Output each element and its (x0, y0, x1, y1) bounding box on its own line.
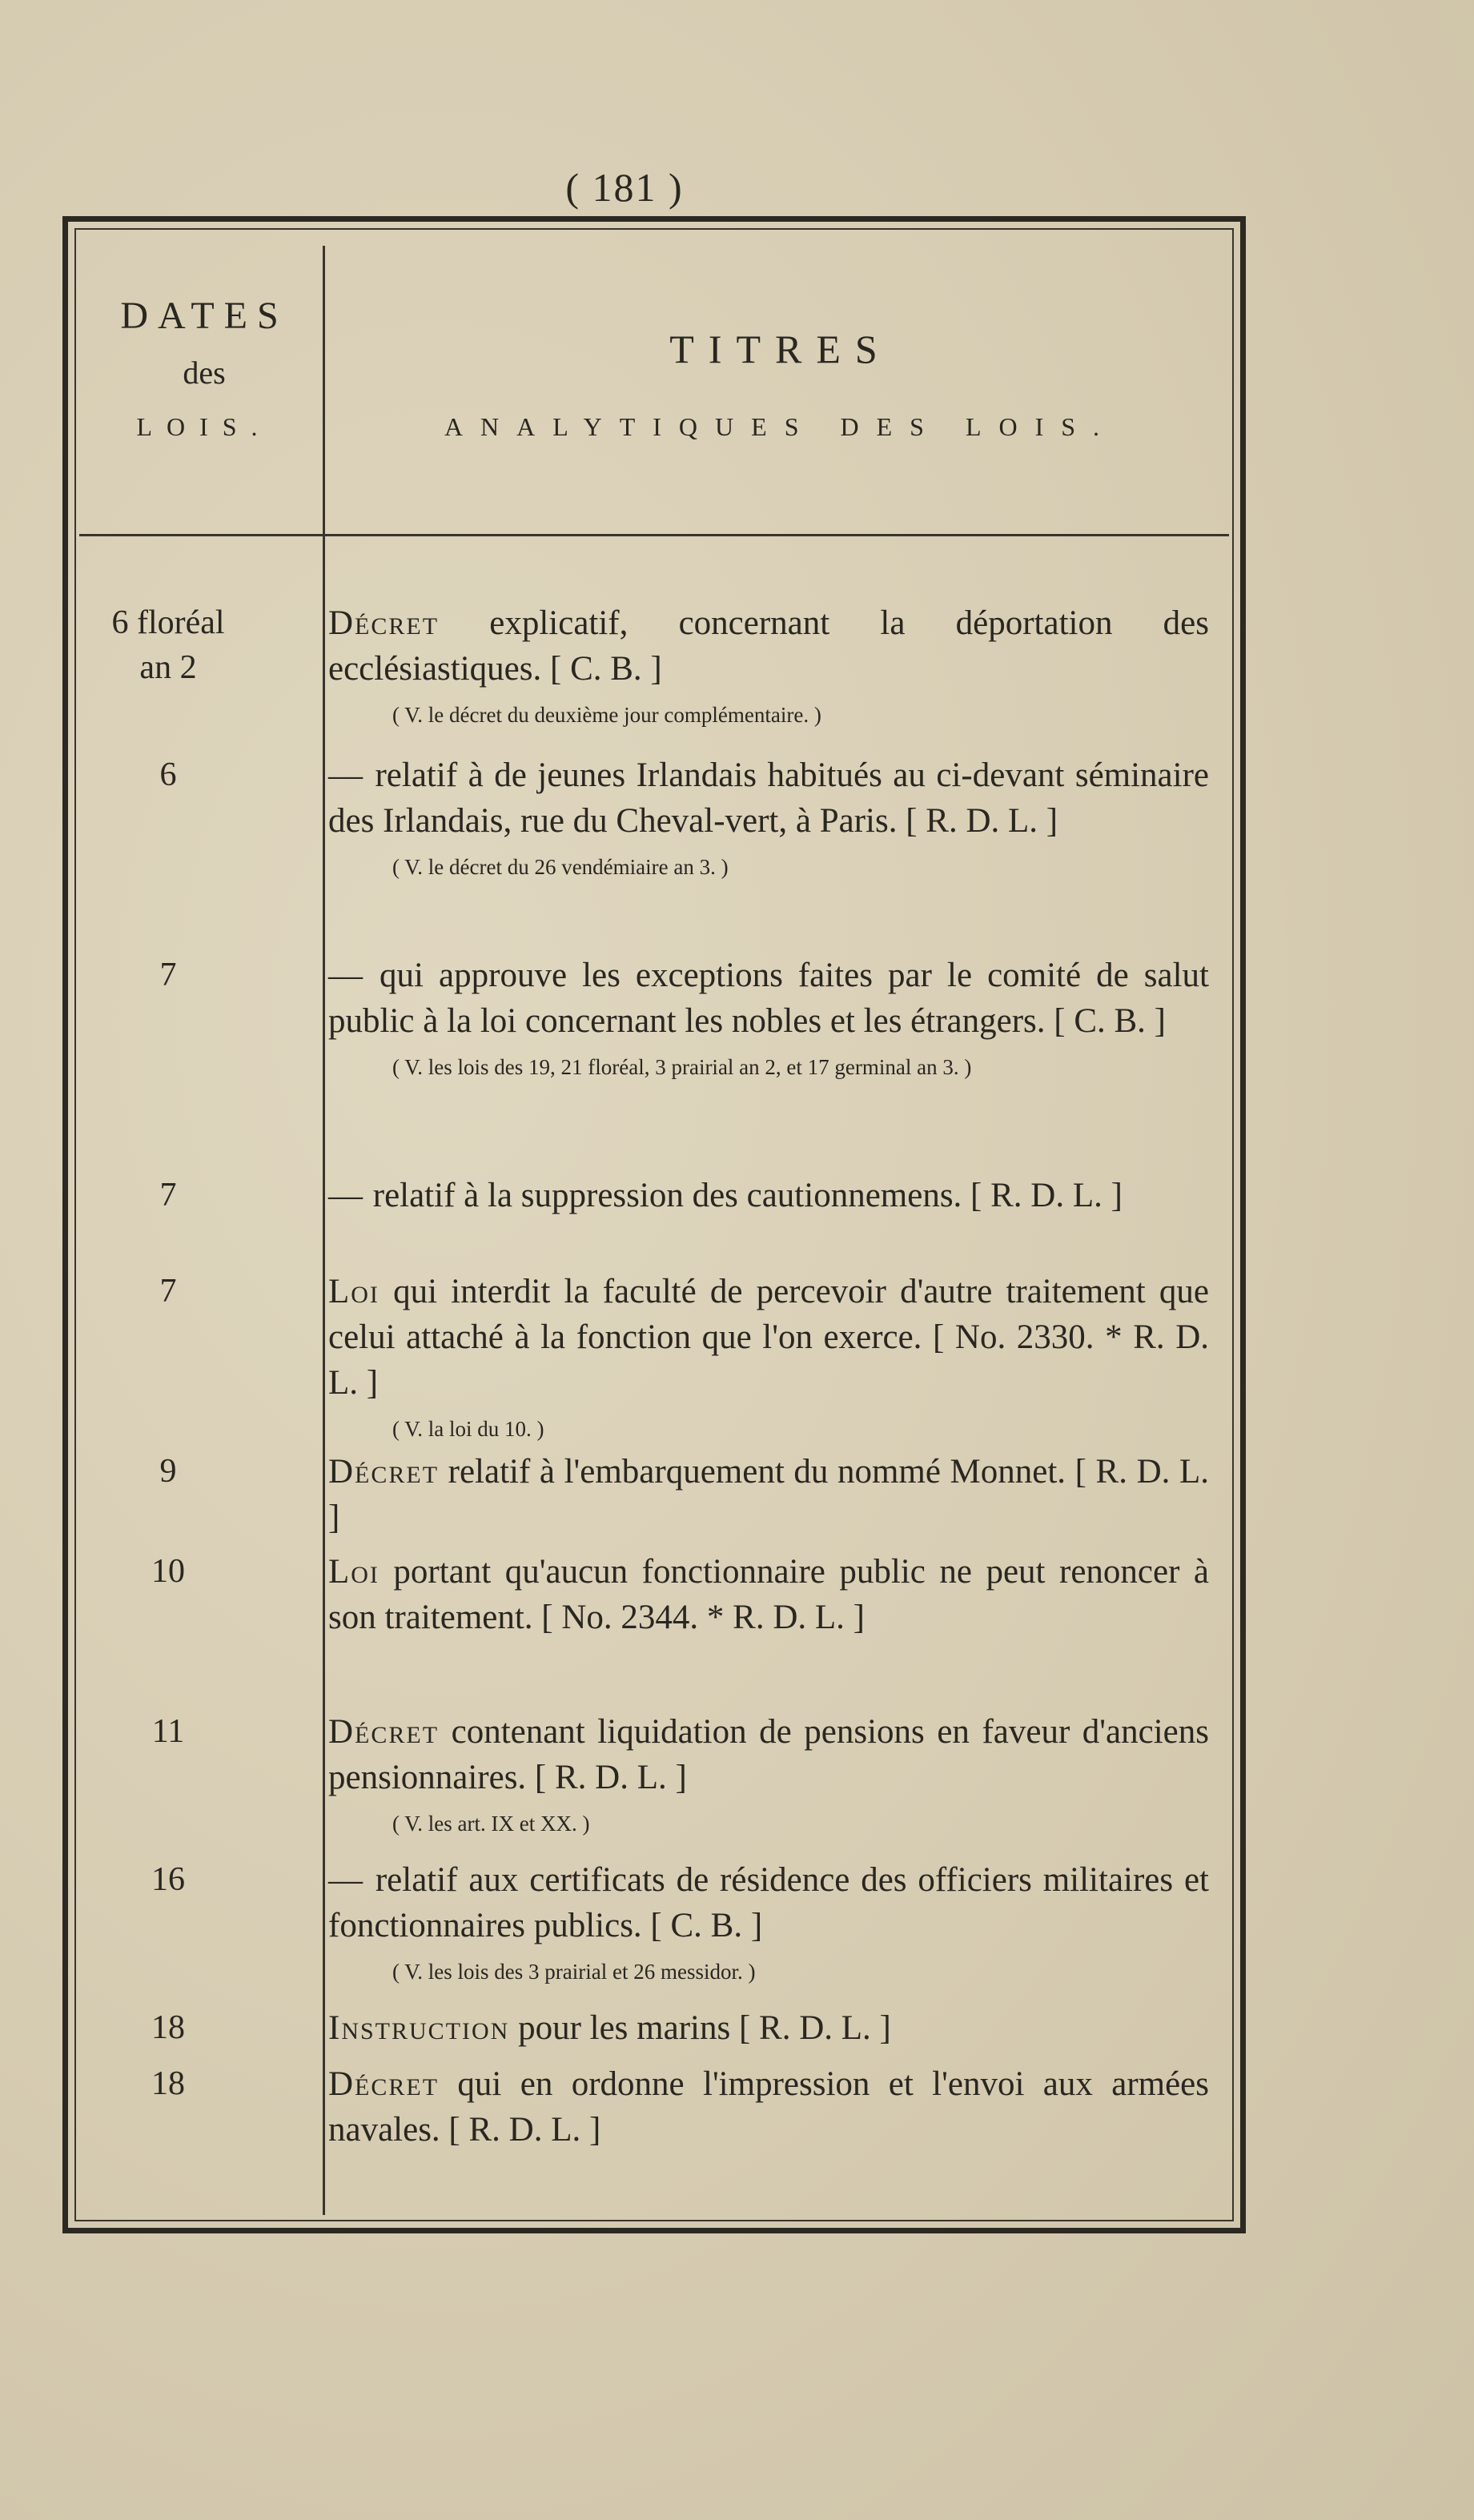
entry-lead: Décret (328, 1713, 440, 1751)
entry-date: 18 (151, 2009, 185, 2046)
entry-date: 16 (151, 1861, 185, 1898)
entry-body: qui approuve les exceptions faites par le comité de salut public à la loi concernant les nobles et les étrangers. [ C. B. ] (328, 957, 1209, 1040)
entry-lead: — (328, 1177, 364, 1214)
page-number: ( 181 ) (565, 165, 684, 210)
entry-lead: Décret (328, 2065, 440, 2103)
entry-note: ( V. les lois des 19, 21 floréal, 3 prairial an 2, et 17 germinal an 3. ) (392, 1055, 972, 1079)
entry-lead: Instruction (328, 2009, 510, 2047)
entry-note: ( V. les lois des 3 prairial et 26 messidor. ) (392, 1960, 756, 1984)
header-dates-title: DATES (120, 295, 288, 337)
entry-text (328, 1709, 1209, 1839)
entry-body: relatif aux certificats de résidence des officiers militaires et fonctionnaires publics. [ C. B. ] (328, 1861, 1209, 1944)
entry-lead: — (328, 756, 364, 794)
entry-lead: Décret (328, 604, 440, 642)
entry-date: 6 floréal an 2 (111, 604, 225, 686)
entry-date: 7 (159, 957, 177, 993)
entry-body: contenant liquidation de pensions en faveur d'anciens pensionnaires. [ R. D. L. ] (328, 1713, 1209, 1796)
entry-lead: — (328, 1861, 364, 1899)
entry-text (328, 1857, 1209, 1987)
entry-text (328, 2005, 1209, 2051)
entry-date: 10 (151, 1553, 185, 1590)
entry-body: explicatif, concernant la déportation des ecclésiastiques. [ C. B. ] (328, 604, 1209, 688)
entry-lead: Loi (328, 1273, 380, 1310)
entry-lead: Loi (328, 1553, 380, 1591)
entry-text (328, 1269, 1209, 1444)
entry-note: ( V. le décret du deuxième jour complémentaire. ) (392, 703, 821, 727)
entry-body: pour les marins [ R. D. L. ] (509, 2009, 891, 2047)
entry-date: 9 (159, 1453, 177, 1490)
entry-text (328, 752, 1209, 882)
entry-note: ( V. le décret du 26 vendémiaire an 3. ) (392, 855, 729, 879)
entry-body: relatif à l'embarquement du nommé Monnet. [ R. D. L. ] (328, 1453, 1209, 1536)
entry-date: 11 (151, 1713, 185, 1750)
header-dates-des: des (183, 355, 226, 391)
entry-text (328, 1549, 1209, 1640)
entry-body: portant qu'aucun fonctionnaire public ne peut renoncer à son traitement. [ No. 2344. * R. D. L. ] (328, 1553, 1209, 1636)
header-dates-lois: LOIS. (136, 412, 272, 441)
entry-lead: — (328, 957, 364, 994)
entry-text (328, 600, 1209, 730)
header-titres-title: TITRES (669, 327, 892, 371)
entry-lead: Décret (328, 1453, 440, 1491)
entry-date: 18 (151, 2065, 185, 2102)
header-titres-sub: ANALYTIQUES DES LOIS. (444, 412, 1118, 441)
entry-text (328, 1173, 1209, 1218)
entry-note: ( V. la loi du 10. ) (392, 1417, 544, 1441)
entry-text (328, 2061, 1209, 2153)
entry-note: ( V. les art. IX et XX. ) (392, 1812, 590, 1836)
entry-body: qui en ordonne l'impression et l'envoi aux armées navales. [ R. D. L. ] (328, 2065, 1209, 2149)
entry-body: relatif à la suppression des cautionnemens. [ R. D. L. ] (364, 1177, 1123, 1214)
entry-body: relatif à de jeunes Irlandais habitués au ci-devant séminaire des Irlandais, rue du Cheval-vert, à Paris. [ R. D. L. ] (328, 756, 1209, 840)
entry-date: 7 (159, 1273, 177, 1310)
entry-body: qui interdit la faculté de percevoir d'autre traitement que celui attaché à la fonction que l'on exerce. [ No. 2330. * R. D. L. ] (328, 1273, 1209, 1402)
entry-text (328, 953, 1209, 1082)
entry-date: 7 (159, 1177, 177, 1214)
entry-text (328, 1449, 1209, 1540)
entry-date: 6 (159, 756, 177, 793)
